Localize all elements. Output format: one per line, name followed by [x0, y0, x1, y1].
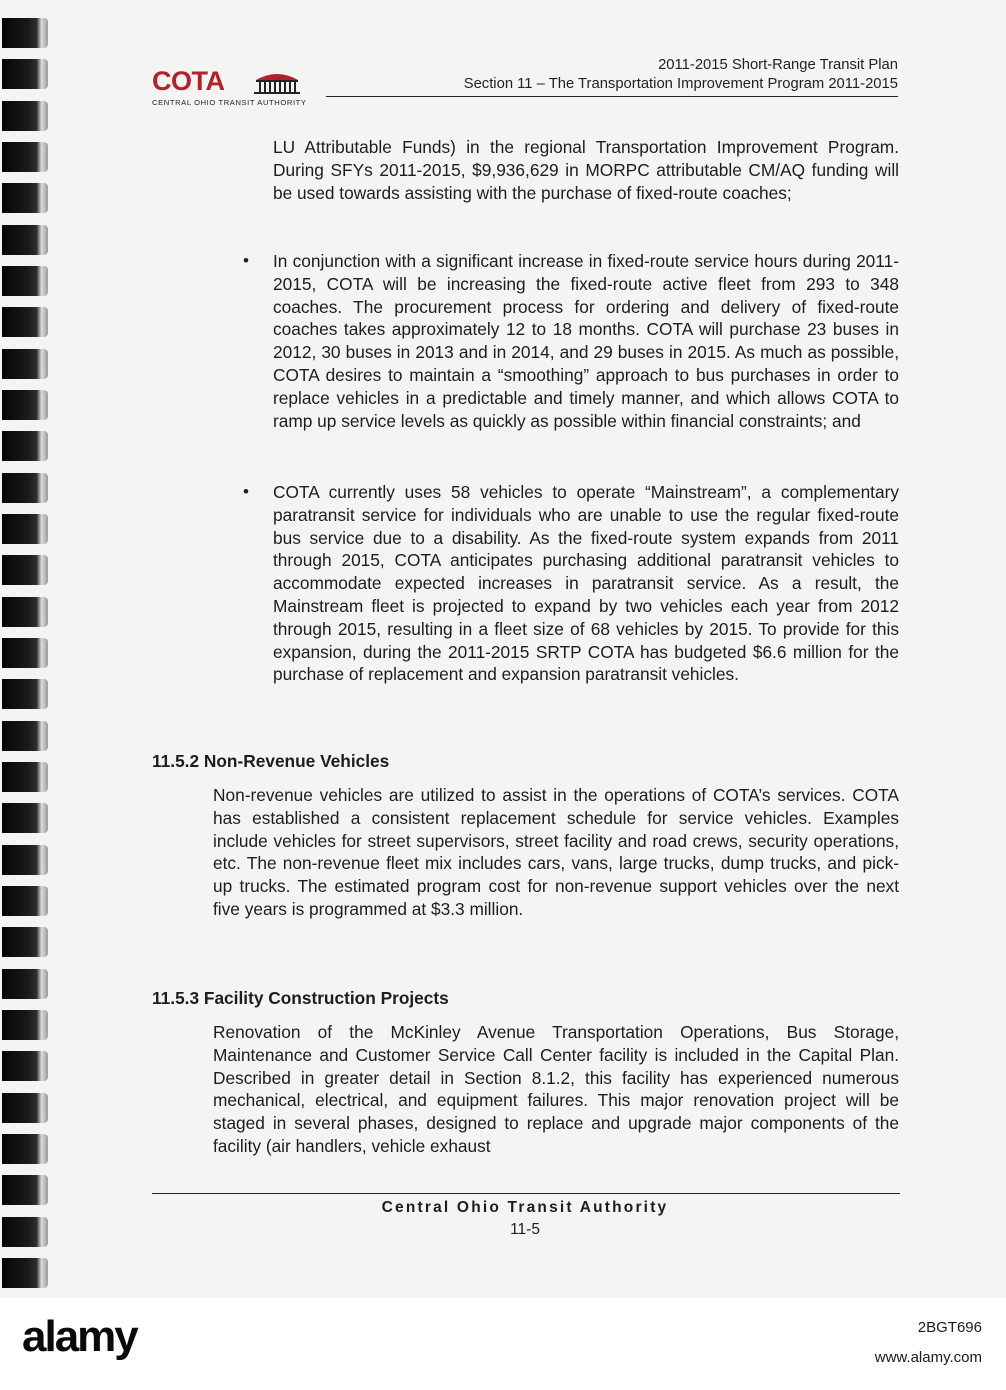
bullet-icon: • — [243, 251, 249, 270]
cota-logo — [150, 64, 320, 110]
binding-ring — [2, 1051, 48, 1081]
section-heading: 11.5.2 Non-Revenue Vehicles — [152, 751, 390, 771]
spiral-binding — [0, 18, 52, 1288]
alamy-logo: alamy — [22, 1312, 137, 1361]
plan-title: 2011-2015 Short-Range Transit Plan — [658, 57, 898, 73]
binding-ring — [2, 1134, 48, 1164]
binding-ring — [2, 266, 48, 296]
binding-ring — [2, 183, 48, 213]
page-header — [464, 56, 898, 93]
binding-ring — [2, 59, 48, 89]
binding-ring — [2, 1258, 48, 1288]
bullet-icon: • — [243, 482, 249, 501]
section-paragraph: Non-revenue vehicles are utilized to assist in the operations of COTA’s services. COTA has established a consistent replacement schedule for service vehicles. Examples include vehicles for street supervisors, street facility and road crews, security operations, etc. The non-revenue fleet mix includes cars, vans, large trucks, dump trucks, and pick-up trucks. The estimated program cost for non-revenue support vehicles over the next five years is programmed at $3.3 million. — [213, 785, 899, 919]
binding-ring — [2, 762, 48, 792]
binding-ring — [2, 555, 48, 585]
binding-ring — [2, 307, 48, 337]
binding-ring — [2, 390, 48, 420]
binding-ring — [2, 431, 48, 461]
binding-ring — [2, 225, 48, 255]
binding-ring — [2, 721, 48, 751]
bullet-item — [243, 250, 899, 432]
bullet-item — [243, 481, 899, 686]
footer-organization: Central Ohio Transit Authority — [381, 1199, 669, 1216]
building-icon — [252, 68, 302, 94]
binding-ring — [2, 349, 48, 379]
binding-ring — [2, 886, 48, 916]
section-title: Section 11 – The Transportation Improvement Program 2011-2015 — [463, 75, 898, 92]
binding-ring — [2, 597, 48, 627]
footer-divider — [152, 1193, 900, 1194]
banner-url: www.alamy.com — [874, 1349, 982, 1366]
binding-ring — [2, 845, 48, 875]
watermark-banner — [0, 1298, 1006, 1390]
binding-ring — [2, 803, 48, 833]
binding-ring — [2, 101, 48, 131]
header-divider — [326, 96, 898, 97]
bullet-text: COTA currently uses 58 vehicles to operate “Mainstream”, a complementary paratransit service for individuals who are unable to use the regular fixed-route bus service due to a disability. As the fixed-route system expands from 2011 through 2015, COTA anticipates purchasing additional paratransit vehicles to accommodate expected increases in paratransit service. As a result, the Mainstream fleet is projected to expand by two vehicles each year from 2012 through 2015, resulting in a fleet size of 68 vehicles by 2015. To provide for this expansion, during the 2011-2015 SRTP COTA has budgeted $6.6 million for the purchase of replacement and expansion paratransit vehicles. — [273, 482, 899, 685]
logo-wordmark: COTA — [152, 66, 225, 96]
logo-subtitle: CENTRAL OHIO TRANSIT AUTHORITY — [152, 98, 307, 107]
binding-ring — [2, 18, 48, 48]
binding-ring — [2, 473, 48, 503]
image-id: 2BGT696 — [917, 1319, 982, 1336]
binding-ring — [2, 1010, 48, 1040]
section-heading: 11.5.3 Facility Construction Projects — [152, 988, 449, 1008]
binding-ring — [2, 638, 48, 668]
binding-ring — [2, 969, 48, 999]
bullet-text: In conjunction with a significant increase in fixed-route service hours during 2011-2015, COTA will be increasing the fixed-route active fleet from 293 to 348 coaches. The procurement process for ordering and delivery of fixed-route coaches takes approximately 12 to 18 months. COTA will purchase 23 buses in 2012, 30 buses in 2013 and in 2014, and 29 buses in 2015. As much as possible, COTA desires to maintain a “smoothing” approach to bus purchases in order to replace vehicles in a predictable and timely manner, and which allows COTA to ramp up service levels as quickly as possible within financial constraints; and — [273, 251, 899, 431]
binding-ring — [2, 927, 48, 957]
intro-paragraph: LU Attributable Funds) in the regional Transportation Improvement Program. During SFYs 2011-2015, $9,936,629 in MORPC attributable CM/AQ funding will be used towards assisting with the purchase of fixed-route coaches; — [273, 137, 899, 203]
binding-ring — [2, 1093, 48, 1123]
binding-ring — [2, 142, 48, 172]
section-paragraph: Renovation of the McKinley Avenue Transportation Operations, Bus Storage, Maintenance and Customer Service Call Center facility is included in the Capital Plan. Described in greater detail in Section 8.1.2, this facility has experienced numerous mechanical, electrical, and equipment failures. This major renovation project will be staged in several phases, designed to replace and upgrade major components of the facility (air handlers, vehicle exhaust — [213, 1022, 899, 1156]
binding-ring — [2, 679, 48, 709]
binding-ring — [2, 514, 48, 544]
page-number: 11-5 — [510, 1221, 540, 1238]
